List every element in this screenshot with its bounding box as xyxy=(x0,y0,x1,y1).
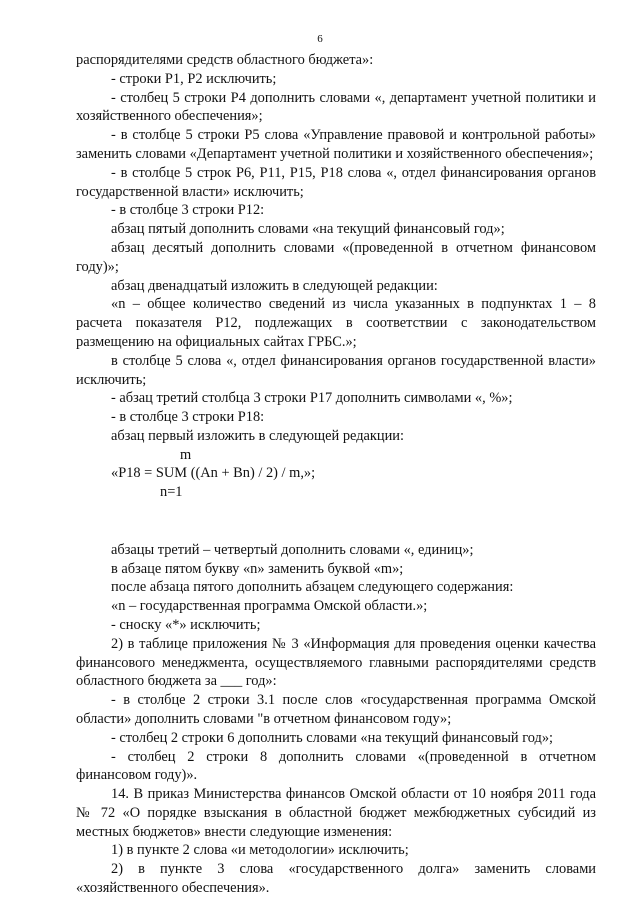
paragraph: - столбец 5 строки Р4 дополнить словами «, департамент учетной политики и хозяйственного обеспечения»; xyxy=(76,89,596,125)
spacer xyxy=(76,503,596,541)
document-body xyxy=(76,51,596,898)
formula-expression: «P18 = SUM ((An + Bn) / 2) / m,»; xyxy=(111,464,316,481)
paragraph: в столбце 5 слова «, отдел финансирования органов государственной власти» исключить; xyxy=(76,352,596,388)
page-number: 6 xyxy=(317,33,323,45)
paragraph: «n – государственная программа Омской области.»; xyxy=(111,598,428,615)
paragraph: абзац пятый дополнить словами «на текущий финансовый год»; xyxy=(111,221,505,238)
paragraph: - абзац третий столбца 3 строки Р17 дополнить символами «, %»; xyxy=(111,390,513,407)
paragraph: - в столбце 2 строки 3.1 после слов «государственная программа Омской области» дополнить словами "в отчетном финансовом году»; xyxy=(76,692,596,727)
formula-lower-limit: n=1 xyxy=(160,483,183,500)
paragraph: - столбец 2 строки 8 дополнить словами «(проведенной в отчетном финансовом году)». xyxy=(76,748,596,784)
paragraph: - в столбце 3 строки Р18: xyxy=(111,409,265,426)
paragraph: абзац десятый дополнить словами «(проведенной в отчетном финансовом году)»; xyxy=(76,239,596,275)
paragraph: - строки Р1, Р2 исключить; xyxy=(111,70,277,87)
paragraph: - сноску «*» исключить; xyxy=(111,616,261,633)
paragraph: 2) в таблице приложения № 3 «Информация для проведения оценки качества финансового менеджмента, осуществляемого главными распорядителями средств областного бюджета за ___ год»: xyxy=(76,635,596,690)
paragraph: - в столбце 3 строки Р12: xyxy=(111,202,265,219)
paragraph: - столбец 2 строки 6 дополнить словами «на текущий финансовый год»; xyxy=(111,729,554,746)
paragraph: 1) в пункте 2 слова «и методологии» исключить; xyxy=(111,842,409,859)
paragraph: абзацы третий – четвертый дополнить словами «, единиц»; xyxy=(111,541,474,558)
formula xyxy=(76,446,596,503)
paragraph: «n – общее количество сведений из числа указанных в подпунктах 1 – 8 расчета показателя Р12, подлежащих в соответствии с законодательством размещению на официальных сайтах ГРБС.»; xyxy=(76,296,596,350)
paragraph: распорядителями средств областного бюджета»: xyxy=(76,52,374,68)
paragraph: абзац первый изложить в следующей редакции: xyxy=(111,427,405,444)
paragraph: в абзаце пятом букву «n» заменить буквой «m»; xyxy=(111,560,404,577)
paragraph: - в столбце 5 строки Р5 слова «Управление правовой и контрольной работы» заменить словами «Департамент учетной политики и хозяйственного обеспечения»; xyxy=(76,127,596,162)
formula-upper-limit: m xyxy=(180,446,192,463)
paragraph: 2) в пункте 3 слова «государственного долга» заменить словами «хозяйственного обеспечения». xyxy=(76,861,596,897)
paragraph: 14. В приказ Министерства финансов Омской области от 10 ноября 2011 года № 72 «О порядке взыскания в областной бюджет межбюджетных субсидий из местных бюджетов» внести следующие изменения: xyxy=(76,786,596,840)
paragraph: абзац двенадцатый изложить в следующей редакции: xyxy=(111,277,438,294)
paragraph: - в столбце 5 строк Р6, Р11, Р15, Р18 слова «, отдел финансирования органов государственной власти» исключить; xyxy=(76,164,596,200)
paragraph: после абзаца пятого дополнить абзацем следующего содержания: xyxy=(111,579,514,596)
